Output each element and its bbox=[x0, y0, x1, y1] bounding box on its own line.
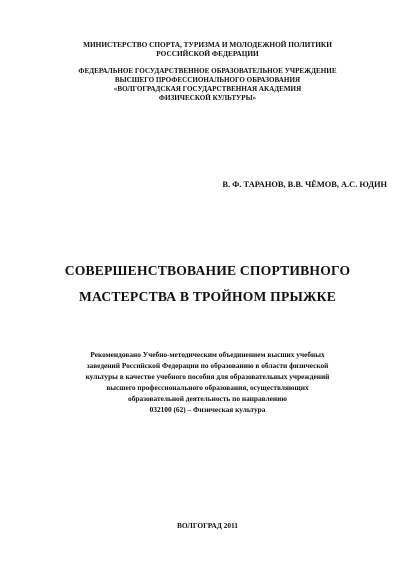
ministry-line-2: РОССИЙСКОЙ ФЕДЕРАЦИИ bbox=[156, 49, 259, 58]
recommendation-line-5: образовательной деятельность по направлению bbox=[128, 394, 287, 403]
institution-line-4: ФИЗИЧЕСКОЙ КУЛЬТУРЫ» bbox=[158, 94, 257, 102]
institution-line-2: ВЫСШЕГО ПРОФЕССИОНАЛЬНОГО ОБРАЗОВАНИЯ bbox=[114, 76, 301, 84]
book-title-line-2: МАСТЕРСТВА В ТРОЙНОМ ПРЫЖКЕ bbox=[79, 289, 336, 304]
recommendation-line-3: культуры в качестве учебного пособия для образовательных учреждений bbox=[85, 372, 330, 381]
recommendation-line-6: 032100 (62) – Физическая культура bbox=[149, 405, 266, 414]
institution-line-3: «ВОЛГОГРАДСКАЯ ГОСУДАРСТВЕННАЯ АКАДЕМИЯ bbox=[113, 85, 302, 93]
city-year: ВОЛГОГРАД 2011 bbox=[177, 521, 238, 530]
institution-line-1: ФЕДЕРАЛЬНОЕ ГОСУДАРСТВЕННОЕ ОБРАЗОВАТЕЛЬНОЕ УЧРЕЖДЕНИЕ bbox=[78, 67, 337, 75]
authors: В. Ф. ТАРАНОВ, В.В. ЧЁМОВ, А.С. ЮДИН bbox=[222, 180, 387, 189]
book-title-line-1: СОВЕРШЕНСТВОВАНИЕ СПОРТИВНОГО bbox=[64, 263, 351, 278]
recommendation-line-2: заведений Российской Федерации по образованию в области физической bbox=[86, 361, 329, 370]
recommendation-line-4: высшего профессионального образования, осуществляющих bbox=[106, 383, 309, 392]
recommendation-line-1: Рекомендовано Учебно-методическим объединением высших учебных bbox=[90, 350, 325, 359]
ministry-line-1: МИНИСТЕРСТВО СПОРТА, ТУРИЗМА И МОЛОДЕЖНОЙ ПОЛИТИКИ bbox=[83, 40, 332, 49]
